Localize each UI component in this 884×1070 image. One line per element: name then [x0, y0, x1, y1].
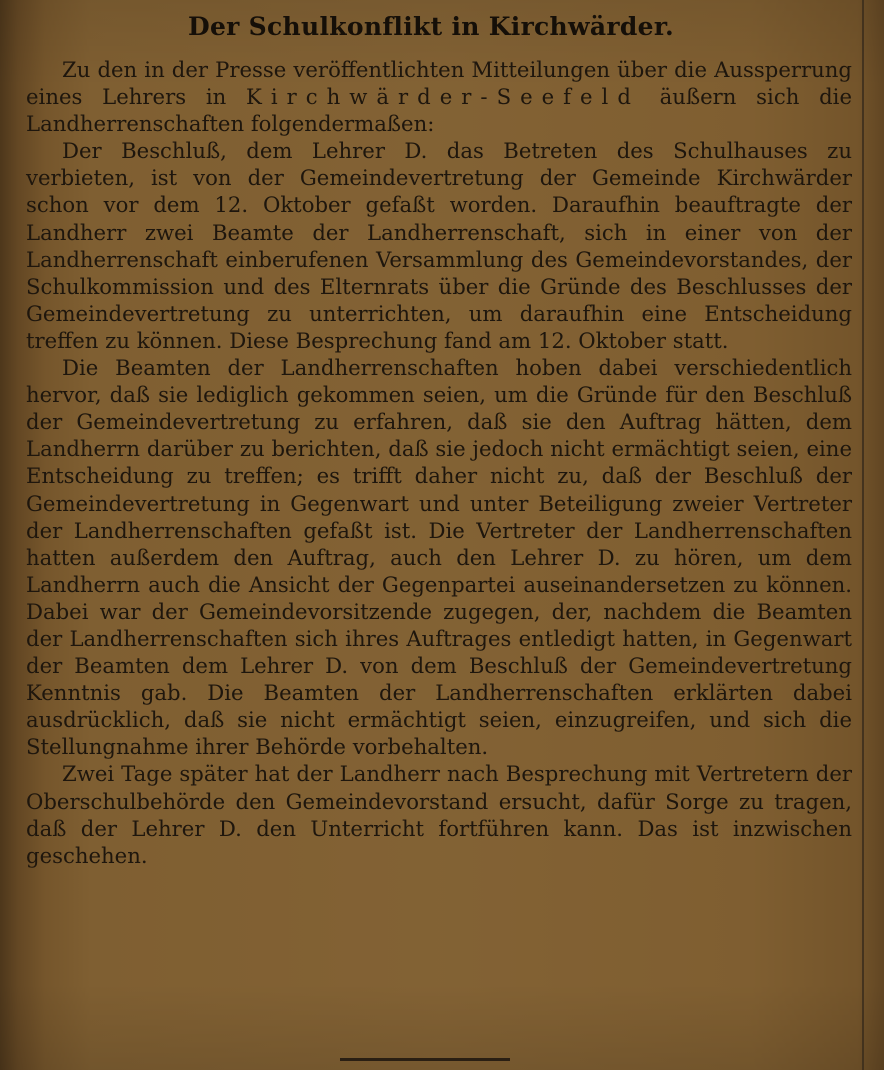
paragraph-decision: Der Beschluß, dem Lehrer D. das Betreten des Schulhauses zu verbieten, ist von der Gemeindevertretung der Gemeinde Kirchwärder schon vor dem 12. Oktober gefaßt worden. Daraufhin beauftragte der Landherr zwei Beamte der Landherrenschaft, sich in einer von der Landherrenschaft einberufenen Versammlung des Gemeindevorstandes, der Schulkommission und des Elternrats über die Gründe des Beschlusses der Gemeindevertretung zu unterrichten, um daraufhin eine Entscheidung treffen zu können. Diese Besprechung fand am 12. Oktober statt. — [26, 138, 852, 353]
paragraph-resolution: Zwei Tage später hat der Landherr nach Besprechung mit Vertretern der Oberschulbehörde den Gemeindevorstand ersucht, dafür Sorge zu tragen, daß der Lehrer D. den Unterricht fortführen kann. Das ist inzwischen geschehen. — [26, 761, 852, 868]
article-body — [26, 56, 852, 869]
intro-text-after: äußern sich die Landherrenschaften folgendermaßen: — [26, 84, 852, 137]
intro-text-before: Zu den in der Presse veröffentlichten Mitteilungen über die Aussperrung eines Lehrers in — [26, 57, 852, 110]
paragraph-intro — [26, 56, 852, 137]
place-name: Kirchwärder-Seefeld — [246, 84, 640, 110]
end-rule — [340, 1058, 510, 1061]
article-title: Der Schulkonflikt in Kirchwärder. — [187, 12, 674, 41]
column-rule — [862, 0, 864, 1070]
paragraph-officials: Die Beamten der Landherrenschaften hoben dabei verschiedentlich hervor, daß sie lediglich gekommen seien, um die Gründe für den Beschluß der Gemeindevertretung zu erfahren, daß sie den Auftrag hätten, dem Landherrn darüber zu berichten, daß sie jedoch nicht ermächtigt seien, eine Entscheidung zu treffen; es trifft daher nicht zu, daß der Beschluß der Gemeindevertretung in Gegenwart und unter Beteiligung zweier Vertreter der Landherrenschaften gefaßt ist. Die Vertreter der Landherrenschaften hatten außerdem den Auftrag, auch den Lehrer D. zu hören, um dem Landherrn auch die Ansicht der Gegenpartei auseinandersetzen zu können. Dabei war der Gemeindevorsitzende zugegen, der, nachdem die Beamten der Landherrenschaften sich ihres Auftrages entledigt hatten, in Gegenwart der Beamten dem Lehrer D. von dem Beschluß der Gemeindevertretung Kenntnis gab. Die Beamten der Landherrenschaften erklärten dabei ausdrücklich, daß sie nicht ermächtigt seien, einzugreifen, und sich die Stellungnahme ihrer Behörde vorbehalten. — [26, 355, 852, 760]
